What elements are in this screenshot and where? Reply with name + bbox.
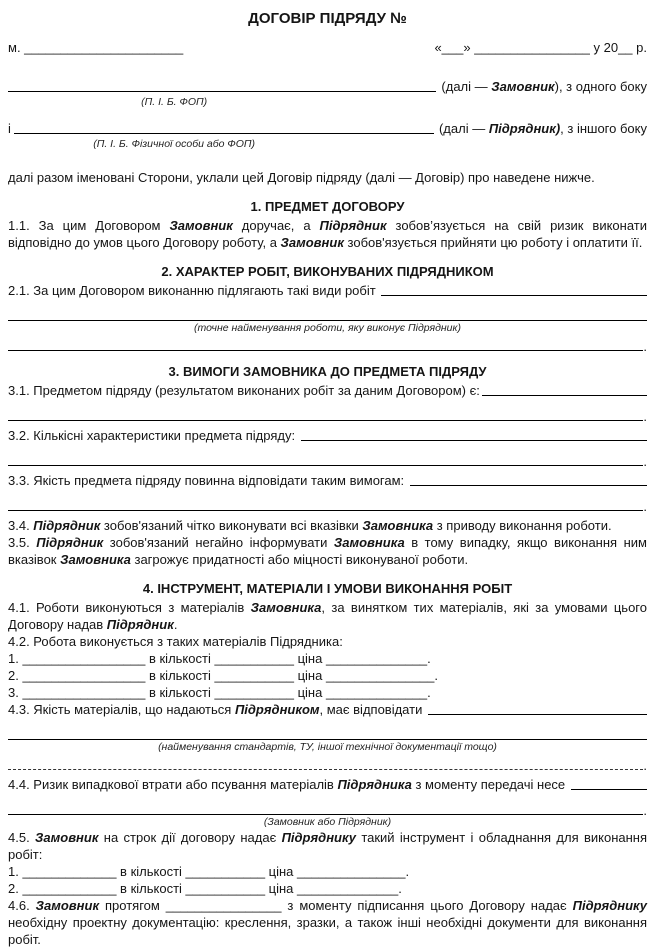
clause-2-1 — [8, 282, 647, 299]
write-line: . — [8, 460, 647, 466]
clause-1-1: 1.1. За цим Договором Замовник доручає, а Підрядник зобов’язується на свій ризик виконати відповідно до умов цього Договору роботу, а Замовник зобов'язується прийняти цю роботу і оплатити її. — [8, 218, 647, 250]
clause-3-1-text: 3.1. Предметом підряду (результатом виконаних робіт за даним Договором) є: — [8, 383, 480, 398]
date-blank-line: «___» ________________ у 20__ р. — [434, 40, 647, 55]
write-line: . — [8, 415, 647, 421]
city-date-row — [8, 39, 647, 56]
clause-4-3-text: 4.3. Якість матеріалів, що надаються Підрядником, має відповідати — [8, 702, 426, 717]
clause-4-1: 4.1. Роботи виконуються з матеріалів Замовника, за винятком тих матеріалів, які за умовами цього Договору надав Підрядник. — [8, 600, 647, 632]
work-name-hint: (точне найменування роботи, яку виконує Підрядник) — [194, 322, 461, 334]
clause-3-2-blank — [301, 440, 647, 441]
party-second-row — [8, 121, 647, 137]
tool-row-1: 1. _____________ в кількості ___________ ціна _______________. — [8, 864, 410, 879]
clause-4-4 — [8, 776, 647, 793]
party-first-name-blank — [8, 91, 436, 92]
clause-3-5: 3.5. Підрядник зобов'язаний негайно інформувати Замовника в тому випадку, якщо виконання ним вказівок Замовника загрожує придатності або міцності виконуваної роботи. — [8, 535, 647, 567]
standards-hint: (найменування стандартів, ТУ, іншої технічної документації тощо) — [158, 741, 497, 753]
clause-4-6: 4.6. Замовник протягом ________________ з моменту підписання цього Договору надає Підряднику необхідну проектну документацію: креслення, зразки, а також інші необхідні документи для виконання робіт. — [8, 898, 648, 947]
party-second-hint: (П. І. Б. Фізичної особи або ФОП) — [93, 138, 256, 150]
clause-3-2 — [8, 427, 647, 444]
write-line-dashed: . — [8, 764, 647, 770]
clause-4-5: 4.5. Замовник на строк дії договору надає Підряднику такий інструмент і обладнання для виконання робіт: — [8, 830, 648, 862]
write-line: . — [8, 345, 647, 351]
clause-3-1-blank — [482, 395, 647, 396]
clause-3-3-text: 3.3. Якість предмета підряду повинна відповідати таким вимогам: — [8, 473, 408, 488]
section-1-heading: 1. ПРЕДМЕТ ДОГОВОРУ — [250, 199, 405, 214]
write-line — [8, 315, 647, 321]
write-line — [8, 734, 647, 740]
material-row-1: 1. _________________ в кількості ___________ ціна ______________. — [8, 651, 431, 666]
tool-row-2: 2. _____________ в кількості ___________ ціна ______________. — [8, 881, 402, 896]
clause-3-3-blank — [410, 485, 647, 486]
party-second-prefix: і — [8, 121, 11, 136]
clause-3-3 — [8, 472, 647, 489]
clause-2-1-blank — [381, 295, 647, 296]
write-line: . — [8, 809, 647, 815]
party-first-row — [8, 79, 647, 95]
clause-4-4-blank — [571, 789, 647, 790]
section-2-heading: 2. ХАРАКТЕР РОБІТ, ВИКОНУВАНИХ ПІДРЯДНИКОМ — [161, 264, 494, 279]
clause-3-4: 3.4. Підрядник зобов'язаний чітко виконувати всі вказівки Замовника з приводу виконання роботи. — [8, 518, 612, 533]
party-second-name-blank — [14, 133, 434, 134]
party-first-label: (далі — Замовник), з одного боку — [441, 79, 647, 94]
material-row-3: 3. _________________ в кількості ___________ ціна ______________. — [8, 685, 431, 700]
clause-4-2: 4.2. Робота виконується з таких матеріалів Підрядника: — [8, 634, 343, 649]
write-line: . — [8, 505, 647, 511]
city-blank-line: м. ______________________ — [8, 40, 184, 55]
clause-3-1 — [8, 382, 647, 399]
party-choice-hint: (Замовник або Підрядник) — [263, 816, 392, 828]
clause-4-4-text: 4.4. Ризик випадкової втрати або псування матеріалів Підрядника з моменту передачі несе — [8, 777, 569, 792]
material-row-2: 2. _________________ в кількості ___________ ціна _______________. — [8, 668, 439, 683]
section-4-heading: 4. ІНСТРУМЕНТ, МАТЕРІАЛИ І УМОВИ ВИКОНАННЯ РОБІТ — [142, 581, 513, 596]
clause-4-3 — [8, 701, 647, 718]
intro-paragraph: далі разом іменовані Сторони, уклали цей Договір підряду (далі — Договір) про наведене нижче. — [8, 170, 595, 185]
party-second-label: (далі — Підрядник), з іншого боку — [438, 121, 647, 136]
section-3-heading: 3. ВИМОГИ ЗАМОВНИКА ДО ПРЕДМЕТА ПІДРЯДУ — [168, 364, 487, 379]
party-first-hint: (П. І. Б. ФОП) — [141, 96, 208, 108]
clause-4-3-blank — [428, 714, 647, 715]
document-title: ДОГОВІР ПІДРЯДУ № — [248, 10, 407, 27]
clause-2-1-text: 2.1. За цим Договором виконанню підлягають такі види робіт — [8, 283, 380, 298]
clause-3-2-text: 3.2. Кількісні характеристики предмета підряду: — [8, 428, 299, 443]
